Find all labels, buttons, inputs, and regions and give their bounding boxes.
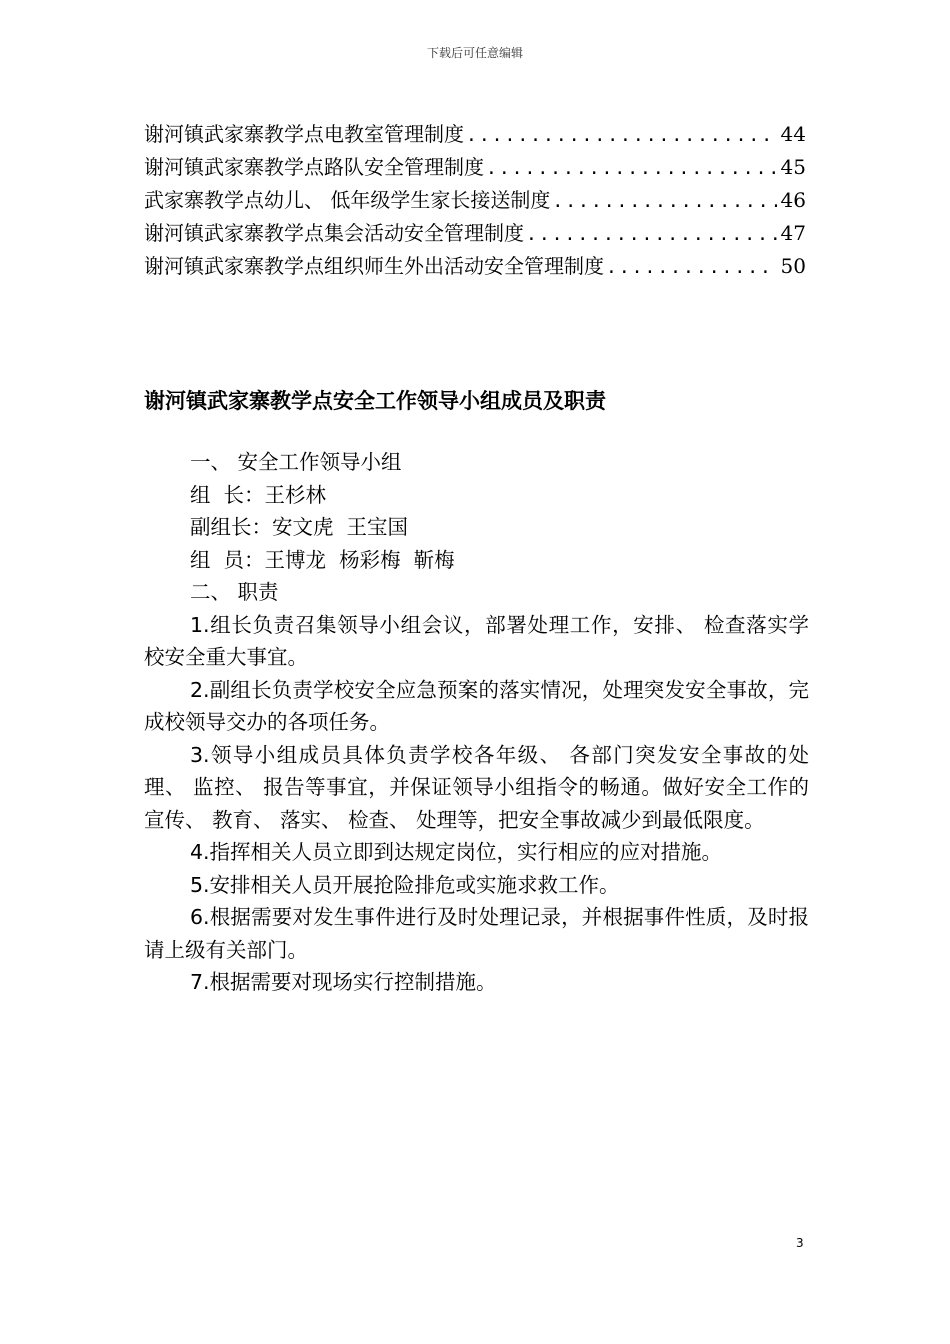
duty-item: 6.根据需要对发生事件进行及时处理记录，并根据事件性质，及时报请上级有关部门。 [144, 905, 809, 962]
toc-entry[interactable] [144, 217, 806, 250]
toc-entry-page: 45 [780, 155, 806, 179]
toc-entry-page: 44 [780, 122, 806, 146]
part2-title: 二、 职责 [190, 580, 279, 604]
toc-entry-title: 谢河镇武家寨教学点组织师生外出活动安全管理制度 [144, 254, 604, 278]
toc-dot-leader [524, 218, 777, 251]
toc-entry[interactable] [144, 151, 806, 184]
duty-item: 4.指挥相关人员立即到达规定岗位，实行相应的应对措施。 [190, 840, 723, 864]
deputy-line: 副组长：安文虎 王宝国 [190, 515, 409, 539]
duty-item: 3.领导小组成员具体负责学校各年级、 各部门突发安全事故的处理、 监控、 报告等事宜，并保证领导小组指令的畅通。做好安全工作的宣传、 教育、 落实、 检查、 处理等，把安全事故减少到最低限度。 [144, 742, 809, 832]
section-body [144, 446, 809, 999]
section-heading: 谢河镇武家寨教学点安全工作领导小组成员及职责 [144, 389, 606, 413]
toc-entry-title: 武家寨教学点幼儿、 低年级学生家长接送制度 [144, 188, 551, 212]
table-of-contents [144, 118, 806, 283]
duty-item: 7.根据需要对现场实行控制措施。 [190, 970, 497, 994]
duty-item: 2.副组长负责学校安全应急预案的落实情况，处理突发安全事故，完成校领导交办的各项任务。 [144, 677, 809, 734]
toc-entry[interactable] [144, 118, 806, 151]
toc-entry-title: 谢河镇武家寨教学点电教室管理制度 [144, 122, 464, 146]
toc-entry-page: 46 [780, 188, 806, 212]
toc-entry[interactable] [144, 250, 806, 283]
header-note: 下载后可任意编辑 [426, 46, 523, 60]
toc-entry-title: 谢河镇武家寨教学点集会活动安全管理制度 [144, 221, 524, 245]
part1-title: 一、 安全工作领导小组 [190, 450, 402, 474]
toc-dot-leader [550, 185, 776, 218]
toc-entry-title: 谢河镇武家寨教学点路队安全管理制度 [144, 155, 484, 179]
toc-dot-leader [484, 152, 777, 185]
page-number: 3 [796, 1236, 804, 1250]
toc-dot-leader [604, 251, 777, 284]
toc-entry[interactable] [144, 184, 806, 217]
duty-item: 5.安排相关人员开展抢险排危或实施求救工作。 [190, 872, 620, 897]
leader-line: 组 长：王杉林 [190, 482, 327, 507]
toc-entry-page: 47 [780, 221, 806, 245]
toc-entry-page: 50 [780, 254, 806, 278]
duty-item: 1.组长负责召集领导小组会议，部署处理工作，安排、 检查落实学校安全重大事宜。 [144, 612, 809, 669]
toc-dot-leader [464, 119, 777, 152]
members-line: 组 员：王博龙 杨彩梅 靳梅 [190, 547, 455, 572]
